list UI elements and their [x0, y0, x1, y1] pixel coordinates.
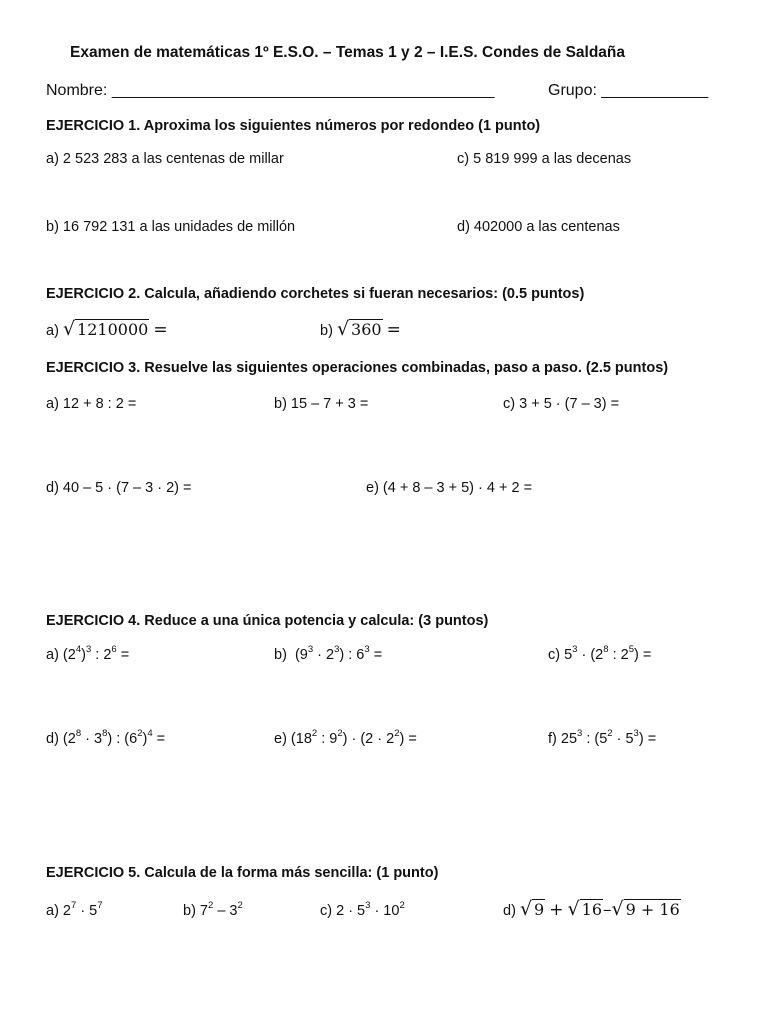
exercise-3-e: e) (4 + 8 – 3 + 5) · 4 + 2 =	[366, 480, 533, 496]
plus-sign: +	[549, 900, 564, 920]
group-label: Grupo:	[548, 82, 597, 99]
exercise-1-c: c) 5 819 999 a las decenas	[457, 151, 632, 167]
equals-sign: =	[386, 320, 401, 340]
radicand-16: 16	[581, 900, 603, 919]
exercise-4-a: a) $(2^4)^3$ : $2^6$ =	[46, 644, 130, 663]
name-label: Nombre:	[46, 82, 108, 99]
exercise-1-heading: EJERCICIO 1. Aproxima los siguientes números por redondeo (1 punto)	[46, 118, 541, 134]
exercise-5-c: c) $2 \cdot 5^3 \cdot 10^2$	[320, 900, 405, 919]
exercise-4-c: c) $5^3 \cdot (2^8$ : $2^5$) =	[548, 644, 652, 663]
exercise-3-d: d) 40 – 5 · (7 – 3 · 2) =	[46, 480, 192, 496]
exercise-2-a	[46, 318, 168, 340]
exercise-5-a: a) $2^7 \cdot 5^7$	[46, 900, 103, 919]
group-line: ____________	[601, 82, 709, 99]
radicand-9: 9	[534, 900, 545, 919]
radicand-9-plus-16: 9 + 16	[625, 900, 680, 919]
exam-title: Examen de matemáticas 1º E.S.O. – Temas 1 y 2 – I.E.S. Condes de Saldaña	[70, 44, 626, 61]
name-line: ___________________________________________	[111, 82, 495, 99]
exercise-3-heading: EJERCICIO 3. Resuelve las siguientes operaciones combinadas, paso a paso. (2.5 puntos)	[46, 360, 669, 376]
exercise-5-d	[503, 898, 681, 920]
group-field[interactable]	[548, 82, 708, 100]
exercise-4-e: e) ($18^2$ : $9^2) \cdot (2 \cdot 2^2)$ =	[274, 728, 417, 747]
exercise-5-d-label: d)	[503, 903, 516, 919]
square-root-9: √ 9	[519, 898, 545, 920]
radicand-b: 360	[351, 320, 382, 339]
square-root-16: √ 16	[567, 898, 603, 920]
exercise-1-a: a) 2 523 283 a las centenas de millar	[46, 151, 284, 167]
exercise-4-heading: EJERCICIO 4. Reduce a una única potencia y calcula: (3 puntos)	[46, 613, 489, 629]
exercise-1-d: d) 402000 a las centenas	[457, 219, 620, 235]
exercise-4-d: d) $(2^8 \cdot 3^8)$ : $(6^2)^4$ =	[46, 728, 166, 747]
exercise-3-c: c) 3 + 5 · (7 – 3) =	[503, 396, 620, 412]
exercise-5-b: b) $7^2 - 3^2$	[183, 900, 243, 919]
exercise-1-b: b) 16 792 131 a las unidades de millón	[46, 219, 296, 235]
equals-sign: =	[153, 320, 168, 340]
exercise-2-a-label: a)	[46, 323, 59, 339]
exercise-4-b: b) $(9^3 \cdot 2^3)$ : $6^3$ =	[274, 644, 383, 663]
exercise-5-heading: EJERCICIO 5. Calcula de la forma más sencilla: (1 punto)	[46, 865, 439, 881]
exercise-3-b: b) 15 – 7 + 3 =	[274, 396, 369, 412]
exercise-4-f: f) $25^3$ : $(5^2 \cdot 5^3)$ =	[548, 728, 657, 747]
square-root-360: √ 360	[336, 318, 382, 340]
radicand-a: 1210000	[77, 320, 149, 339]
exercise-2-b-label: b)	[320, 323, 333, 339]
name-field[interactable]	[46, 82, 494, 100]
exercise-2-b	[320, 318, 401, 340]
exercise-2-heading: EJERCICIO 2. Calcula, añadiendo corchetes si fueran necesarios: (0.5 puntos)	[46, 286, 585, 302]
minus-sign: –	[603, 900, 612, 920]
exercise-3-a: a) 12 + 8 : 2 =	[46, 396, 137, 412]
square-root-9-plus-16: √ 9 + 16	[611, 898, 680, 920]
square-root-1210000: √ 1210000	[62, 318, 149, 340]
